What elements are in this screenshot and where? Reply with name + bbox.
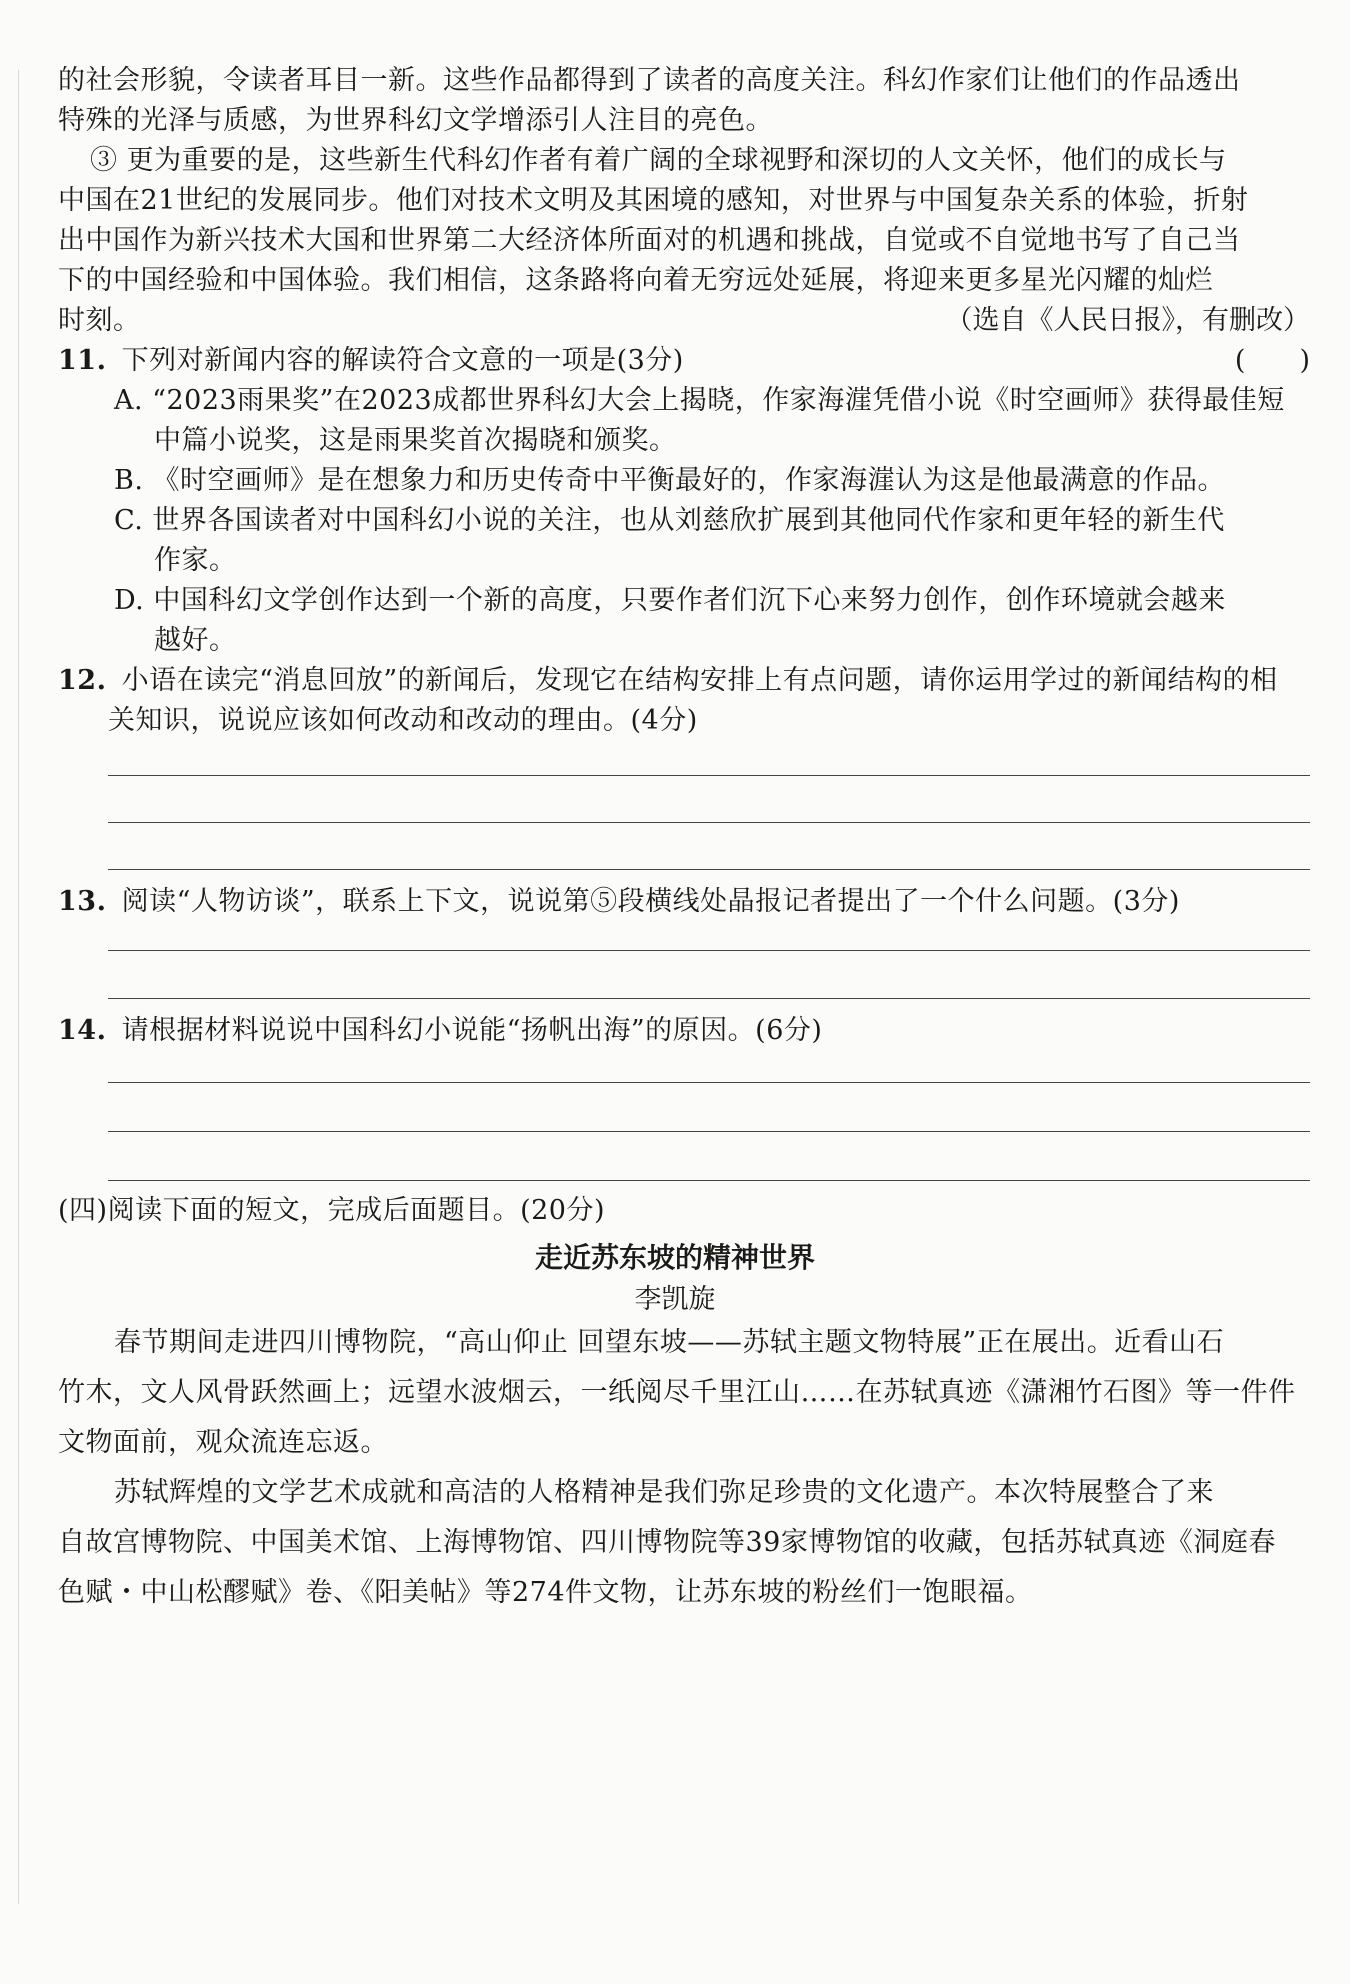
passage-source: （选自《人民日报》，有删改） [945,305,1310,336]
answer-line[interactable] [108,998,1310,999]
option-c: C. 世界各国读者对中国科幻小说的关注，也从刘慈欣扩展到其他同代作家和更年轻的新生代 [114,505,1225,536]
question-stem: 请根据材料说说中国科幻小说能“扬帆出海”的原因。(6分) [121,1015,823,1046]
passage-para3-line: 中国在21世纪的发展同步。他们对技术文明及其困境的感知，对世界与中国复杂关系的体验，折射 [58,185,1249,216]
passage-para3-line: 出中国作为新兴技术大国和世界第二大经济体所面对的机遇和挑战，自觉或不自觉地书写了自己当 [58,225,1241,256]
passage-line: 特殊的光泽与质感，为世界科幻文学增添引人注目的亮色。 [58,105,773,136]
answer-line[interactable] [108,1131,1310,1132]
answer-line[interactable] [108,822,1310,823]
passage-para3-line: ③ 更为重要的是，这些新生代科幻作者有着广阔的全球视野和深切的人文关怀，他们的成长与 [90,145,1227,176]
question-12-cont: 关知识，说说应该如何改动和改动的理由。(4分) [108,705,698,736]
question-stem: 下列对新闻内容的解读符合文意的一项是(3分) [121,345,684,376]
option-b: B. 《时空画师》是在想象力和历史传奇中平衡最好的，作家海漄认为这是他最满意的作品。 [114,465,1226,496]
question-13 [58,883,1310,921]
option-d-cont: 越好。 [154,625,237,656]
passage-para3-line: 下的中国经验和中国体验。我们相信，这条路将向着无穷远处延展，将迎来更多星光闪耀的灿烂 [58,265,1213,296]
question-number: 14. [58,1015,107,1046]
answer-line[interactable] [108,1082,1310,1083]
option-d: D. 中国科幻文学创作达到一个新的高度，只要作者们沉下心来努力创作，创作环境就会越来 [114,585,1226,616]
option-c-cont: 作家。 [154,545,237,576]
passage-para3-line: 时刻。 [58,305,141,336]
passage-line: 的社会形貌，令读者耳目一新。这些作品都得到了读者的高度关注。科幻作家们让他们的作品透出 [58,65,1241,96]
answer-line[interactable] [108,869,1310,870]
answer-line[interactable] [108,950,1310,951]
option-a: A. “2023雨果奖”在2023成都世界科幻大会上揭晓，作家海漄凭借小说《时空画师》获得最佳短 [114,385,1285,416]
answer-line[interactable] [108,775,1310,776]
question-number: 11. [58,345,107,376]
article-line: 色赋・中山松醪赋》卷、《阳美帖》等274件文物，让苏东坡的粉丝们一饱眼福。 [58,1577,1033,1608]
answer-parentheses: ( ) [1234,345,1310,376]
question-14 [58,1012,1310,1050]
section-heading: (四)阅读下面的短文，完成后面题目。(20分) [58,1195,605,1226]
question-stem: 阅读“人物访谈”，联系上下文，说说第⑤段横线处晶报记者提出了一个什么问题。(3分) [121,886,1180,917]
article-line: 文物面前，观众流连忘返。 [58,1427,388,1458]
question-number: 13. [58,886,107,917]
page-margin-line [18,70,19,1904]
question-11 [58,342,1310,380]
article-line: 苏轼辉煌的文学艺术成就和高洁的人格精神是我们弥足珍贵的文化遗产。本次特展整合了来 [114,1477,1214,1508]
option-a-cont: 中篇小说奖，这是雨果奖首次揭晓和颁奖。 [154,425,677,456]
article-line: 春节期间走进四川博物院，“高山仰止 回望东坡——苏轼主题文物特展”正在展出。近看山石 [114,1327,1225,1358]
article-author: 李凯旋 [634,1284,716,1315]
question-stem: 小语在读完“消息回放”的新闻后，发现它在结构安排上有点问题，请你运用学过的新闻结构的相 [121,665,1278,696]
article-line: 竹木，文人风骨跃然画上；远望水波烟云，一纸阅尽千里江山……在苏轼真迹《潇湘竹石图》等一件件 [58,1377,1296,1408]
answer-line[interactable] [108,1180,1310,1181]
article-title: 走近苏东坡的精神世界 [534,1241,815,1274]
article-line: 自故宫博物院、中国美术馆、上海博物馆、四川博物院等39家博物馆的收藏，包括苏轼真迹《洞庭春 [58,1527,1276,1558]
question-number: 12. [58,665,107,696]
question-12 [58,662,1310,700]
